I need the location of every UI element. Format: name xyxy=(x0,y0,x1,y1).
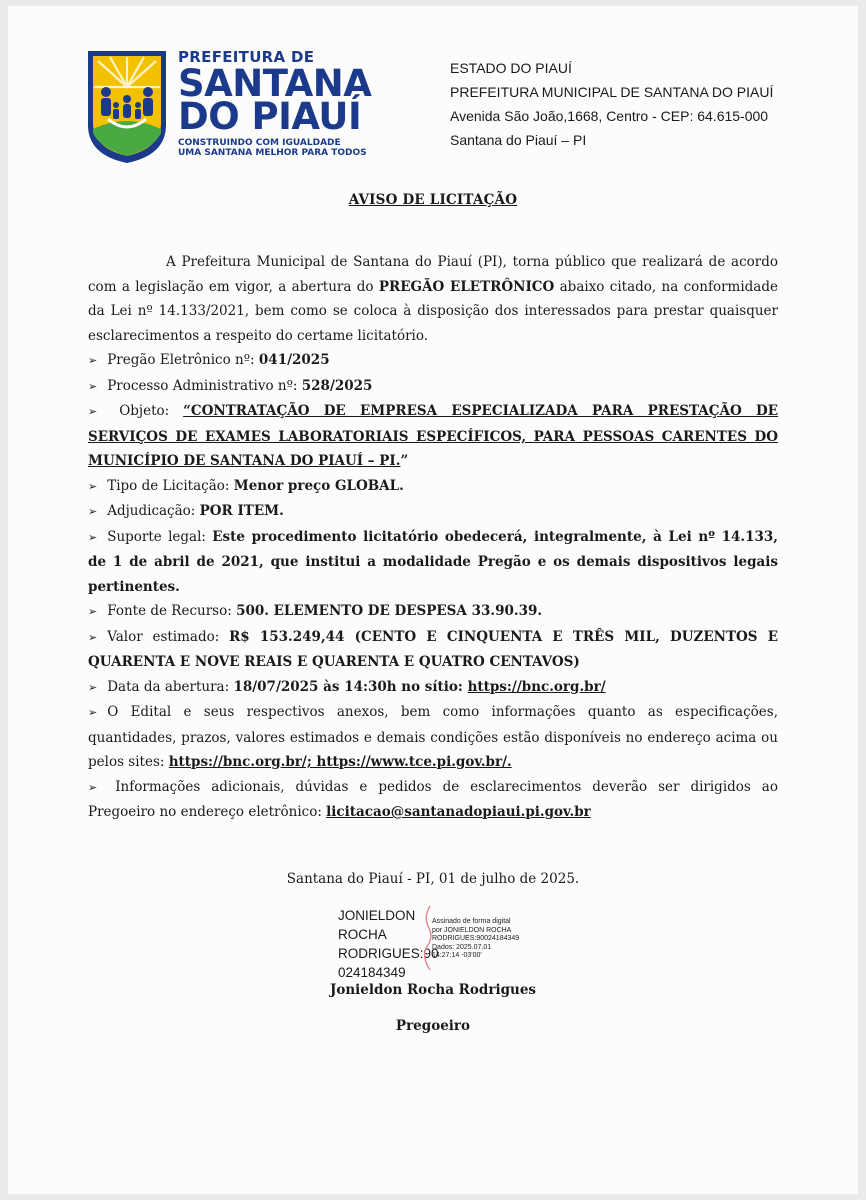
bullet-arrow-icon: ➢ xyxy=(88,505,98,518)
bullet-arrow-icon: ➢ xyxy=(88,706,98,719)
sites-links[interactable]: https://bnc.org.br/; https://www.tce.pi.gov.br/. xyxy=(168,754,512,770)
item-label: Valor estimado: xyxy=(107,628,230,645)
bullet-arrow-icon: ➢ xyxy=(88,379,98,393)
bnc-link[interactable]: https://bnc.org.br/ xyxy=(467,678,606,695)
signer-name: Jonieldon Rocha Rodrigues xyxy=(329,982,537,998)
logo-slogan-1: CONSTRUINDO COM IGUALDADE xyxy=(178,138,341,148)
item-edital xyxy=(88,700,778,775)
item-adjudicacao xyxy=(88,499,778,525)
item-label: Suporte legal: xyxy=(107,528,213,545)
signature-name-line: JONIELDON xyxy=(338,908,416,923)
bullet-arrow-icon: ➢ xyxy=(88,354,98,367)
item-value-close: ” xyxy=(400,453,409,469)
signer-role: Pregoeiro xyxy=(395,1018,471,1034)
logo-line-3: DO PIAUÍ xyxy=(178,95,362,138)
intro-paragraph xyxy=(88,250,778,348)
letterhead xyxy=(450,56,773,152)
item-value: Menor preço GLOBAL. xyxy=(233,477,404,494)
item-pregao xyxy=(88,348,778,374)
item-fonte xyxy=(88,599,778,625)
letterhead-state: ESTADO DO PIAUÍ xyxy=(450,60,572,76)
signature-detail-line: por JONIELDON ROCHA xyxy=(432,926,512,934)
item-value: “CONTRATAÇÃO DE EMPRESA ESPECIALIZADA PARA PRESTAÇÃO DE SERVIÇOS DE EXAMES LABORATORIAIS ESPECÍFICOS, PARA PESSOAS CARENTES DO MUNICÍPIO DE SANTANA DO PIAUÍ – PI. xyxy=(88,403,779,469)
item-label: Fonte de Recurso: xyxy=(107,603,237,619)
item-label: Pregão Eletrônico nº: xyxy=(107,352,259,368)
item-value: R$ 153.249,44 (CENTO E CINQUENTA E TRÊS MIL, DUZENTOS E QUARENTA E NOVE REAIS E QUARENTA E QUATRO CENTAVOS) xyxy=(88,628,779,670)
signature-detail-line: RODRIGUES:90024184349 xyxy=(432,935,520,942)
item-value: 041/2025 xyxy=(258,352,330,368)
notice-body xyxy=(88,250,778,825)
item-data xyxy=(88,675,778,701)
item-value: Este procedimento licitatório obedecerá, integralmente, à Lei nº 14.133, de 1 de abril de 2021, que institui a modalidade Pregão e os demais dispositivos legais pertinentes. xyxy=(88,528,778,595)
signature-detail-line: Assinado de forma digital xyxy=(432,918,511,925)
bullet-arrow-icon: ➢ xyxy=(88,479,98,493)
letterhead-address: Avenida São João,1668, Centro - CEP: 64.615-000 xyxy=(450,108,769,124)
letterhead-prefecture: PREFEITURA MUNICIPAL DE SANTANA DO PIAUÍ xyxy=(450,84,774,100)
notice-title: AVISO DE LICITAÇÃO xyxy=(348,192,518,208)
bullet-arrow-icon: ➢ xyxy=(88,780,98,794)
intro-text-2: abaixo citado, na conformidade da Lei nº 14.133/2021, bem como se coloca à disposição dos interessados para prestar quaisquer esclarecimentos a respeito do certame licitatório. xyxy=(88,278,778,344)
signature-detail-line: 14:27:14 -03'00' xyxy=(432,952,482,959)
logo-line-1: PREFEITURA DE xyxy=(178,48,315,66)
letterhead-city: Santana do Piauí – PI xyxy=(450,132,587,148)
item-objeto xyxy=(88,399,778,474)
item-value: POR ITEM. xyxy=(199,503,284,519)
signature-name-line: 024184349 xyxy=(338,965,406,980)
municipality-logo xyxy=(84,47,170,165)
item-label: Adjudicação: xyxy=(107,503,200,519)
item-label: Processo Administrativo nº: xyxy=(107,377,302,394)
bullet-arrow-icon: ➢ xyxy=(88,605,98,618)
email-link[interactable]: licitacao@santanadopiaui.pi.gov.br xyxy=(326,804,591,820)
item-value: 500. ELEMENTO DE DESPESA 33.90.39. xyxy=(236,603,543,619)
item-valor xyxy=(88,625,778,675)
item-info xyxy=(88,775,778,825)
item-suporte xyxy=(88,525,778,600)
item-tipo xyxy=(88,474,778,500)
logo-wordmark xyxy=(178,48,428,158)
item-label: Objeto: xyxy=(119,403,184,419)
item-processo xyxy=(88,374,778,400)
item-text: O Edital e seus respectivos anexos, bem como informações quanto as especificações, quantidades, prazos, valores estimados e demais condições estão disponíveis no endereço acima ou pelos sites: xyxy=(88,704,778,770)
bullet-arrow-icon: ➢ xyxy=(88,630,98,644)
item-text: Informações adicionais, dúvidas e pedidos de esclarecimentos deverão ser dirigidos ao Pregoeiro no endereço eletrônico: xyxy=(88,778,778,820)
logo-slogan-2: UMA SANTANA MELHOR PARA TODOS xyxy=(178,148,367,158)
item-value: 528/2025 xyxy=(301,377,373,394)
intro-bold: PREGÃO ELETRÔNICO xyxy=(378,278,555,295)
signature-name-line: ROCHA xyxy=(338,927,387,942)
logo-line-2: SANTANA xyxy=(178,62,372,105)
item-label: Data da abertura: xyxy=(107,678,234,695)
bullet-arrow-icon: ➢ xyxy=(88,680,98,694)
intro-text-1: A Prefeitura Municipal de Santana do Piauí (PI), torna público que realizará de acordo com a legislação em vigor, a abertura do xyxy=(88,254,778,295)
item-label: Tipo de Licitação: xyxy=(107,477,234,494)
signature-name-line: RODRIGUES:90 xyxy=(338,946,439,961)
signature-details xyxy=(432,918,519,961)
signature-detail-line: Dados: 2025.07.01 xyxy=(432,943,492,951)
bullet-arrow-icon: ➢ xyxy=(88,530,98,544)
bullet-arrow-icon: ➢ xyxy=(88,405,98,418)
city-date: Santana do Piauí - PI, 01 de julho de 2025. xyxy=(286,871,580,887)
item-value: 18/07/2025 às 14:30h no sítio: xyxy=(233,678,468,695)
